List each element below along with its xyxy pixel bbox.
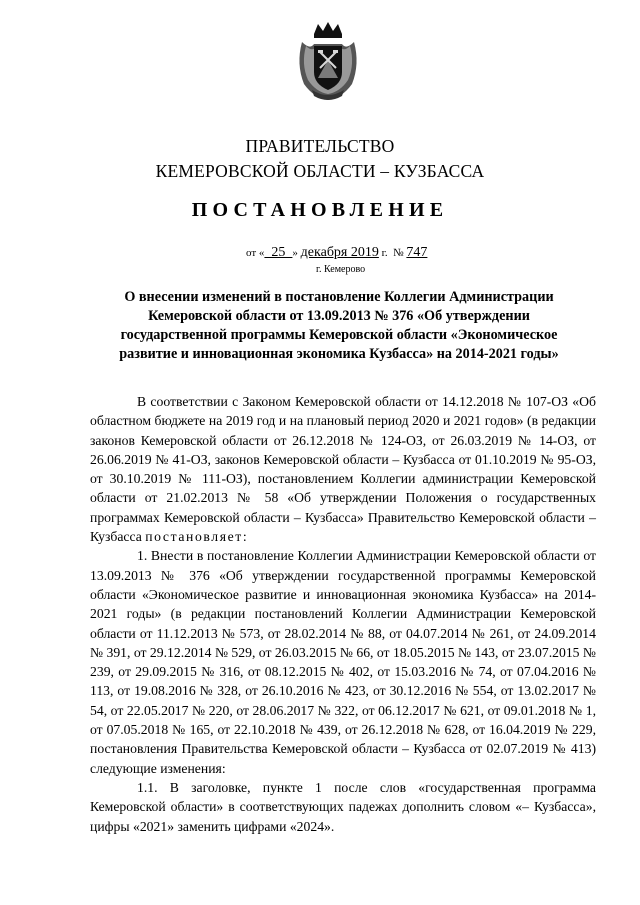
date-day-close: » bbox=[292, 247, 298, 259]
date-prefix: от « bbox=[246, 247, 265, 259]
date-day: 25 bbox=[264, 245, 293, 260]
document-body bbox=[90, 392, 596, 836]
date-month-year: декабря 2019 bbox=[300, 245, 379, 260]
body-paragraph bbox=[90, 392, 596, 546]
paragraph-1-text: В соответствии с Законом Кемеровской области от 14.12.2018 № 107-ОЗ «Об областном бюджете на 2019 год и на плановый период 2020 и 2021 годов» (в редакции законов Кемеровской области от 26.12.2018 № 124-ОЗ, от 26.03.2019 № 14-ОЗ, от 26.06.2019 № 41-ОЗ, законов Кемеровской области – Кузбасса от 01.10.2019 № 95-ОЗ, от 30.10.2019 № 111-ОЗ), постановлением Коллегии администрации Кемеровской области от 21.02.2013 № 58 «Об утверждении Положения о государственных программах Кемеровской области – Кузбасса» Правительство Кемеровской области – Кузбасса bbox=[90, 394, 596, 545]
resolves-word: постановляет: bbox=[145, 529, 249, 545]
government-name-line1: ПРАВИТЕЛЬСТВО bbox=[245, 136, 395, 156]
document-type-heading: ПОСТАНОВЛЕНИЕ bbox=[191, 199, 449, 221]
document-title: О внесении изменений в постановление Коллегии Администрации Кемеровской области от 13.09.2013 № 376 «Об утверждении государственной программы Кемеровской области «Экономическое развитие и инновационная экономика Кузбасса» на 2014-2021 годы» bbox=[119, 289, 559, 362]
document-dateline bbox=[246, 245, 427, 261]
document-city: г. Кемерово bbox=[316, 264, 366, 275]
government-name-line2: КЕМЕРОВСКОЙ ОБЛАСТИ – КУЗБАССА bbox=[155, 161, 485, 181]
body-paragraph: 1.1. В заголовке, пункте 1 после слов «государственная программа Кемеровской области» в соответствующих падежах дополнить словом «– Кузбасса», цифры «2021» заменить цифрами «2024». bbox=[90, 779, 596, 834]
date-year-suffix: г. № bbox=[378, 247, 404, 259]
body-paragraph: 1. Внести в постановление Коллегии Администрации Кемеровской области от 13.09.2013 № 376 «Об утверждении государственной программы Кемеровской области «Экономическое развитие и инновационная экономика Кузбасса» на 2014-2021 годы» (в редакции постановлений Коллегии Администрации Кемеровской области от 11.12.2013 № 573, от 28.02.2014 № 88, от 04.07.2014 № 261, от 24.09.2014 № 391, от 29.12.2014 № 529, от 26.03.2015 № 66, от 18.05.2015 № 143, от 23.07.2015 № 239, от 29.09.2015 № 316, от 08.12.2015 № 402, от 15.03.2016 № 74, от 07.04.2016 № 113, от 19.08.2016 № 328, от 26.10.2016 № 423, от 30.12.2016 № 554, от 13.02.2017 № 54, от 22.05.2017 № 220, от 28.06.2017 № 322, от 06.12.2017 № 621, от 09.01.2018 № 1, от 07.05.2018 № 165, от 22.10.2018 № 439, от 26.12.2018 № 628, от 16.04.2019 № 229, постановления Правительства Кемеровской области – Кузбасса от 02.07.2019 № 413) следующие изменения: bbox=[90, 548, 596, 776]
document-number: 747 bbox=[406, 245, 428, 260]
coat-of-arms-icon bbox=[292, 20, 364, 102]
